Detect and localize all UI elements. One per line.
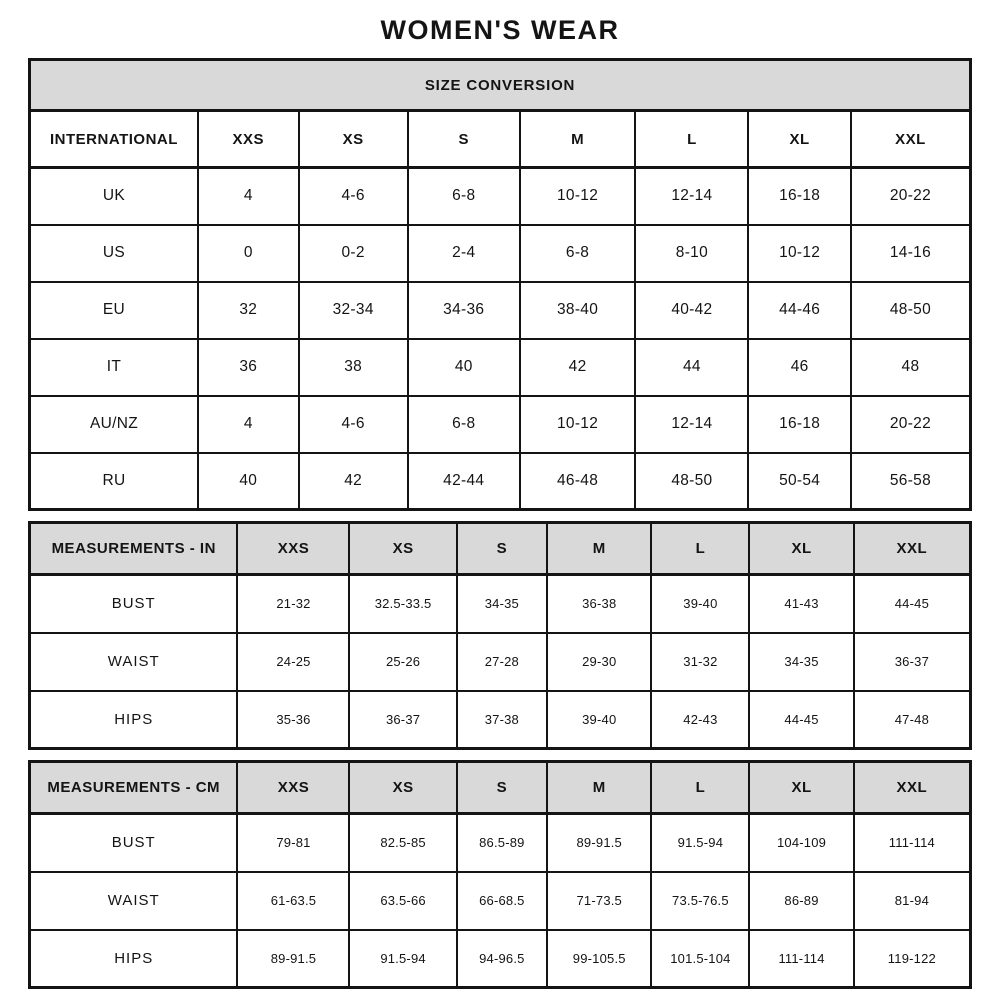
value-cell: 25-26 [349, 633, 456, 691]
size-header-cell: XS [299, 111, 408, 168]
size-header-cell: L [651, 762, 749, 814]
value-cell: 4 [198, 396, 299, 453]
value-cell: 89-91.5 [547, 814, 651, 872]
table-row [30, 282, 971, 339]
size-header-cell: S [457, 762, 547, 814]
header-row [30, 111, 971, 168]
size-header-cell: XL [749, 762, 853, 814]
row-label-cell: UK [30, 168, 198, 225]
size-conversion-table [28, 58, 972, 511]
value-cell: 42-44 [408, 453, 520, 510]
table-row [30, 930, 971, 988]
table-row [30, 872, 971, 930]
value-cell: 6-8 [408, 396, 520, 453]
value-cell: 38 [299, 339, 408, 396]
value-cell: 12-14 [635, 396, 748, 453]
size-header-cell: XXS [237, 523, 349, 575]
value-cell: 111-114 [749, 930, 853, 988]
table-gap [28, 511, 972, 521]
value-cell: 34-36 [408, 282, 520, 339]
value-cell: 34-35 [749, 633, 853, 691]
size-header-cell: XXL [851, 111, 971, 168]
value-cell: 20-22 [851, 396, 971, 453]
value-cell: 48 [851, 339, 971, 396]
row-label-cell: US [30, 225, 198, 282]
value-cell: 34-35 [457, 575, 547, 633]
value-cell: 44 [635, 339, 748, 396]
row-label-cell: RU [30, 453, 198, 510]
header-label-cell: MEASUREMENTS - CM [30, 762, 238, 814]
value-cell: 36-37 [349, 691, 456, 749]
value-cell: 40 [198, 453, 299, 510]
header-label-cell: INTERNATIONAL [30, 111, 198, 168]
value-cell: 44-46 [748, 282, 851, 339]
row-label-cell: WAIST [30, 633, 238, 691]
value-cell: 36-38 [547, 575, 651, 633]
value-cell: 66-68.5 [457, 872, 547, 930]
value-cell: 40-42 [635, 282, 748, 339]
value-cell: 91.5-94 [349, 930, 456, 988]
value-cell: 2-4 [408, 225, 520, 282]
row-label-cell: WAIST [30, 872, 238, 930]
value-cell: 31-32 [651, 633, 749, 691]
value-cell: 32 [198, 282, 299, 339]
value-cell: 104-109 [749, 814, 853, 872]
value-cell: 40 [408, 339, 520, 396]
value-cell: 44-45 [749, 691, 853, 749]
table-gap [28, 750, 972, 760]
value-cell: 16-18 [748, 396, 851, 453]
value-cell: 4-6 [299, 396, 408, 453]
value-cell: 61-63.5 [237, 872, 349, 930]
row-label-cell: HIPS [30, 691, 238, 749]
value-cell: 14-16 [851, 225, 971, 282]
value-cell: 119-122 [854, 930, 971, 988]
value-cell: 47-48 [854, 691, 971, 749]
value-cell: 50-54 [748, 453, 851, 510]
row-label-cell: BUST [30, 575, 238, 633]
value-cell: 10-12 [748, 225, 851, 282]
page-title: WOMEN'S WEAR [380, 15, 620, 45]
value-cell: 32-34 [299, 282, 408, 339]
value-cell: 46 [748, 339, 851, 396]
value-cell: 42 [520, 339, 636, 396]
value-cell: 4 [198, 168, 299, 225]
value-cell: 41-43 [749, 575, 853, 633]
table-title-row [30, 60, 971, 111]
table-row [30, 633, 971, 691]
size-header-cell: S [457, 523, 547, 575]
table-row [30, 225, 971, 282]
value-cell: 99-105.5 [547, 930, 651, 988]
value-cell: 24-25 [237, 633, 349, 691]
table-row [30, 691, 971, 749]
value-cell: 101.5-104 [651, 930, 749, 988]
value-cell: 46-48 [520, 453, 636, 510]
value-cell: 79-81 [237, 814, 349, 872]
value-cell: 63.5-66 [349, 872, 456, 930]
table-row [30, 168, 971, 225]
value-cell: 42 [299, 453, 408, 510]
value-cell: 56-58 [851, 453, 971, 510]
value-cell: 36 [198, 339, 299, 396]
value-cell: 32.5-33.5 [349, 575, 456, 633]
measurements-cm-table [28, 760, 972, 989]
value-cell: 39-40 [547, 691, 651, 749]
value-cell: 36-37 [854, 633, 971, 691]
row-label-cell: EU [30, 282, 198, 339]
size-header-cell: XXL [854, 523, 971, 575]
size-header-cell: XL [748, 111, 851, 168]
row-label-cell: HIPS [30, 930, 238, 988]
value-cell: 82.5-85 [349, 814, 456, 872]
value-cell: 6-8 [520, 225, 636, 282]
table-row [30, 453, 971, 510]
header-label-cell: MEASUREMENTS - IN [30, 523, 238, 575]
value-cell: 71-73.5 [547, 872, 651, 930]
value-cell: 81-94 [854, 872, 971, 930]
size-header-cell: XS [349, 762, 456, 814]
table-row [30, 339, 971, 396]
size-header-cell: XL [749, 523, 853, 575]
size-header-cell: XXS [198, 111, 299, 168]
value-cell: 20-22 [851, 168, 971, 225]
size-header-cell: XXS [237, 762, 349, 814]
row-label-cell: BUST [30, 814, 238, 872]
value-cell: 10-12 [520, 396, 636, 453]
measurements-in-table [28, 521, 972, 750]
table-row [30, 814, 971, 872]
header-row [30, 523, 971, 575]
size-header-cell: S [408, 111, 520, 168]
row-label-cell: IT [30, 339, 198, 396]
row-label-cell: AU/NZ [30, 396, 198, 453]
value-cell: 44-45 [854, 575, 971, 633]
value-cell: 10-12 [520, 168, 636, 225]
value-cell: 21-32 [237, 575, 349, 633]
value-cell: 42-43 [651, 691, 749, 749]
value-cell: 94-96.5 [457, 930, 547, 988]
value-cell: 48-50 [851, 282, 971, 339]
table-row [30, 396, 971, 453]
value-cell: 35-36 [237, 691, 349, 749]
table-row [30, 575, 971, 633]
value-cell: 12-14 [635, 168, 748, 225]
value-cell: 0-2 [299, 225, 408, 282]
value-cell: 29-30 [547, 633, 651, 691]
value-cell: 48-50 [635, 453, 748, 510]
value-cell: 0 [198, 225, 299, 282]
value-cell: 37-38 [457, 691, 547, 749]
value-cell: 73.5-76.5 [651, 872, 749, 930]
value-cell: 38-40 [520, 282, 636, 339]
value-cell: 16-18 [748, 168, 851, 225]
value-cell: 6-8 [408, 168, 520, 225]
table-title: SIZE CONVERSION [30, 60, 971, 111]
value-cell: 91.5-94 [651, 814, 749, 872]
header-row [30, 762, 971, 814]
value-cell: 111-114 [854, 814, 971, 872]
value-cell: 8-10 [635, 225, 748, 282]
size-header-cell: L [635, 111, 748, 168]
value-cell: 27-28 [457, 633, 547, 691]
value-cell: 89-91.5 [237, 930, 349, 988]
value-cell: 86-89 [749, 872, 853, 930]
size-header-cell: XXL [854, 762, 971, 814]
size-header-cell: M [520, 111, 636, 168]
value-cell: 4-6 [299, 168, 408, 225]
size-header-cell: L [651, 523, 749, 575]
size-header-cell: M [547, 762, 651, 814]
value-cell: 86.5-89 [457, 814, 547, 872]
size-header-cell: XS [349, 523, 456, 575]
value-cell: 39-40 [651, 575, 749, 633]
size-header-cell: M [547, 523, 651, 575]
